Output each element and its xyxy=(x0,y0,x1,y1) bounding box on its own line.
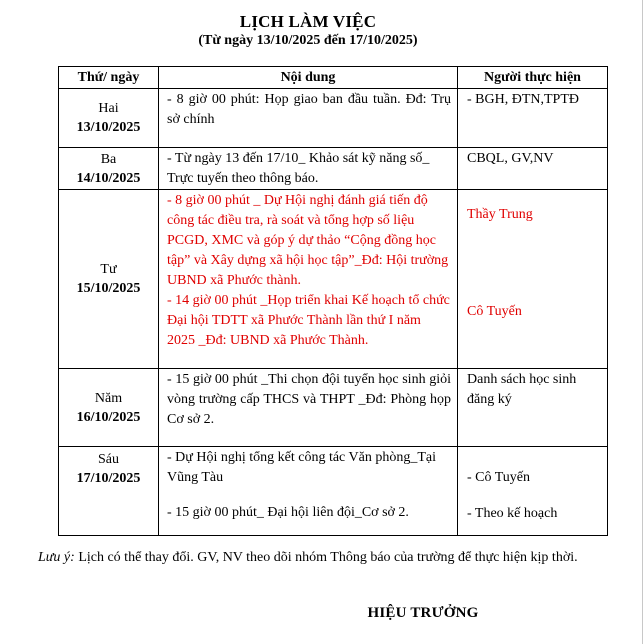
content-cell xyxy=(159,89,458,148)
content-cell xyxy=(159,148,458,190)
content-cell xyxy=(159,369,458,447)
day-date: 16/10/2025 xyxy=(76,409,141,425)
day-cell xyxy=(59,190,159,369)
table-row-tuesday xyxy=(59,148,608,190)
person-item: CBQL, GV,NV xyxy=(467,151,554,166)
person-item: Danh sách học sinh đăng ký xyxy=(467,372,577,407)
person-item: Cô Tuyến xyxy=(467,304,522,319)
persons-cell xyxy=(458,190,608,369)
day-name: Tư xyxy=(100,262,117,277)
table-row-monday xyxy=(59,89,608,148)
table-row-thursday xyxy=(59,369,608,447)
document-header xyxy=(0,12,616,49)
persons-cell xyxy=(458,447,608,536)
content-paragraph: - 8 giờ 00 phút _ Dự Hội nghị đánh giá tiến độ công tác điều tra, rà soát và tổng hợp số liệu PCGD, XMC và góp ý dự thảo “Cộng đồng học tập” và Xây dựng xã hội học tập”_Đđ: Hội trường UBND xã Phước thành. xyxy=(167,193,449,288)
person-item: - Cô Tuyến xyxy=(467,470,531,485)
table-header-row xyxy=(59,67,608,89)
content-paragraph: - 8 giờ 00 phút: Họp giao ban đầu tuần. Đđ: Trụ sở chính xyxy=(167,92,451,127)
page-title: LỊCH LÀM VIỆC xyxy=(239,12,377,31)
day-date: 17/10/2025 xyxy=(76,471,141,486)
day-cell xyxy=(59,148,159,190)
persons-cell xyxy=(458,89,608,148)
day-name: Sáu xyxy=(98,452,119,467)
signature-title: HIỆU TRƯỞNG xyxy=(367,605,479,621)
content-cell xyxy=(159,447,458,536)
persons-cell xyxy=(458,369,608,447)
table-row-wednesday xyxy=(59,190,608,369)
persons-cell xyxy=(458,148,608,190)
content-paragraph: - Từ ngày 13 đến 17/10_ Khảo sát kỹ năng số_ Trực tuyến theo thông báo. xyxy=(167,151,430,186)
schedule-table xyxy=(58,66,608,536)
day-cell xyxy=(59,89,159,148)
content-paragraph: - 15 giờ 00 phút_ Đại hội liên đội_Cơ sở 2. xyxy=(167,505,409,520)
day-cell xyxy=(59,447,159,536)
person-item: - BGH, ĐTN,TPTĐ xyxy=(467,92,579,107)
note-label: Lưu ý: xyxy=(38,550,75,565)
day-name: Ba xyxy=(100,151,117,167)
date-range-subtitle: (Từ ngày 13/10/2025 đến 17/10/2025) xyxy=(198,33,418,48)
day-name: Năm xyxy=(94,390,123,406)
col-header-person: Người thực hiện xyxy=(458,67,608,89)
footer-note xyxy=(38,547,608,569)
person-item: - Theo kế hoạch xyxy=(467,506,558,521)
day-date: 15/10/2025 xyxy=(76,281,141,296)
content-paragraph: - Dự Hội nghị tổng kết công tác Văn phòng_Tại Vũng Tàu xyxy=(167,450,437,485)
content-paragraph: - 14 giờ 00 phút _Họp triển khai Kế hoạch tổ chức Đại hội TDTT xã Phước Thành lần thứ I năm 2025 _Đđ: UBND xã Phước Thành. xyxy=(167,293,450,348)
day-date: 14/10/2025 xyxy=(76,170,141,186)
day-name: Hai xyxy=(98,101,119,116)
day-date: 13/10/2025 xyxy=(76,120,141,135)
day-cell xyxy=(59,369,159,447)
content-cell xyxy=(159,190,458,369)
person-item: Thầy Trung xyxy=(467,207,533,222)
note-text: Lịch có thể thay đổi. GV, NV theo dõi nhóm Thông báo của trường để thực hiện kịp thời. xyxy=(74,550,578,565)
table-row-friday xyxy=(59,447,608,536)
content-paragraph: - 15 giờ 00 phút _Thi chọn đội tuyển học sinh giỏi vòng trường cấp THCS và THPT _Đđ: Phòng họp Cơ sở 2. xyxy=(167,372,451,427)
col-header-day: Thứ/ ngày xyxy=(59,67,159,89)
col-header-content: Nội dung xyxy=(159,67,458,89)
